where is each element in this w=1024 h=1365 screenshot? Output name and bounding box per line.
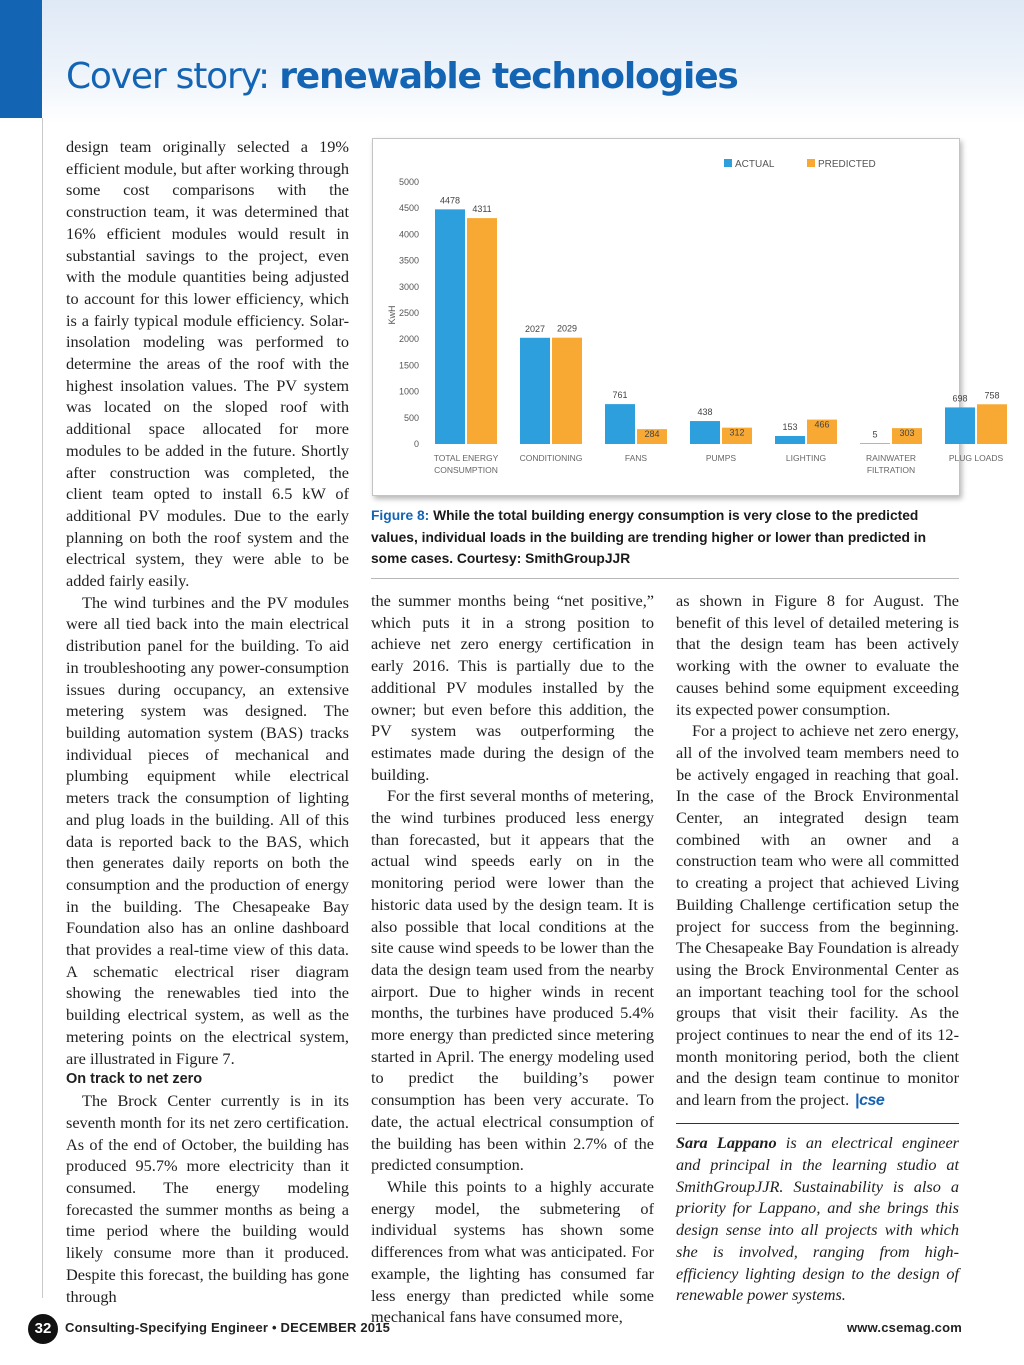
legend-label-predicted: PREDICTED [818,159,876,170]
bar-actual [520,338,550,444]
x-tick-label: FANS [624,453,648,463]
data-label-actual: 698 [952,393,968,404]
bar-actual [945,407,975,444]
end-mark-bar: | [855,1092,860,1110]
author-name: Sara Lappano [676,1133,777,1153]
bio-divider [676,1123,959,1125]
section-title-prefix: Cover story: [66,56,269,97]
data-label-predicted: 303 [899,428,915,439]
figure-label: Figure 8: [371,508,430,523]
cse-end-mark [855,1092,884,1109]
page-number: 32 [28,1314,58,1344]
data-label-actual: 5 [872,429,878,440]
bar-actual [605,404,635,444]
section-title [66,56,738,97]
y-tick-label: 2000 [398,334,419,345]
y-tick-label: 1500 [398,360,419,371]
paragraph: design team originally selected a 19% efficient module, but after working through some cost comparisons with the construction team, it was determined that 16% efficient modules would result in substantial savings to the project, even with the module quantities being adjusted to account for this lower efficiency, which is a fairly typical module efficiency. Solar-insolation modeling was performed to determine the areas of the roof with the highest insolation values. The PV system was located on the sloped roof with additional space allocated for more modules to be added in the future. Shortly after construction was completed, the client team opted to install 6.5 kW of additional PV modules. Due to the early planning on both the roof system and the electrical system, they were able to be added fairly easily. [66,137,349,591]
figure-caption-text: While the total building energy consumption is very close to the predicted values, individual loads in the building are trending higher or lower than predicted in some cases. Courtesy: SmithGroupJJR [371,508,927,566]
figure-8-chart [372,138,1004,496]
data-label-predicted: 758 [984,390,1000,401]
y-tick-label: 5000 [398,177,419,187]
left-margin-rule [42,118,43,1298]
data-label-predicted: 312 [729,427,745,438]
x-tick-label: CONSUMPTION [434,465,498,475]
text-column-2 [371,590,654,1328]
caption-divider [371,578,959,579]
paragraph: the summer months being “net positive,” which puts it in a strong position to achieve net zero energy certification in early 2016. This is partially due to the additional PV modules installed by the owner; but even before this addition, the PV system was outperforming the estimates made during the design of the building. [371,591,654,784]
y-tick-label: 4000 [398,229,419,240]
data-label-actual: 438 [697,407,713,418]
data-label-predicted: 2029 [556,323,578,334]
paragraph [676,720,959,1112]
section-title-topic: renewable technologies [279,56,738,97]
subheading: On track to net zero [66,1071,203,1088]
data-label-actual: 2027 [524,323,546,334]
x-tick-label: PUMPS [705,453,737,463]
bar-actual [775,436,805,444]
website-url: www.csemag.com [846,1320,962,1335]
paragraph: The wind turbines and the PV modules were all tied back into the main electrical distribution panel for the building. To aid in troubleshooting any power-consumption issues during occupancy, an extensive metering system was designed. The building automation system (BAS) tracks individual pieces of mechanical and plumbing equipment while electrical meters track the consumption of lighting and plug loads in the building. All of this data is reported back to the BAS, which then generates daily reports on both the consumption and the production of energy in the building. The Chesapeake Bay Foundation also has an online dashboard that provides a real-time view of this data. A schematic electrical riser diagram showing the renewables tied into the building electrical system, as well as the metering points on the electrical system, are illustrated in Figure 7. [66,592,349,1068]
text-column-1 [66,136,349,1307]
author-bio-text: is an electrical engineer and principal in the learning studio at SmithGroupJJR. Sustainability is also a priority for Lappano, and she brings this design sense into all projects with which she is involved, ranging from high-efficiency lighting design to the design of renewable power systems. [676,1133,960,1305]
author-bio [676,1132,959,1306]
x-tick-label: PLUG LOADS [948,453,1004,463]
paragraph: The Brock Center currently is in its seventh month for its net zero certification. As of the end of October, the building has produced 95.7% more electricity than it consumed. The energy modeling forecasted the summer months as being a time period where the building would likely consume more than it produced. Despite this forecast, the building has gone through [66,1091,349,1306]
data-label-predicted: 4311 [472,204,492,215]
bar-chart [373,139,1004,495]
bar-actual [690,421,720,444]
legend-swatch-actual [724,159,732,167]
y-tick-label: 3500 [398,255,419,266]
paragraph: For the first several months of metering, the wind turbines produced less energy than forecasted, but it appears that the actual wind speeds early on in the monitoring period were lower than the historic data used by the design team. It is also possible that local conditions at the site cause wind speeds to be lower than the data the design team used from the nearby airport. Due to higher winds in recent months, the turbines have produced 5.4% more energy than predicted since metering started in April. The energy modeling used to predict the building’s power consumption has been very accurate. To date, the actual electrical consumption of the building has been within 2.7% of the predicted consumption. [371,786,654,1175]
section-color-tab [0,0,42,118]
y-tick-label: 2500 [398,308,419,318]
x-tick-label: CONDITIONING [519,453,583,463]
y-tick-label: 500 [403,412,419,423]
x-tick-label: LIGHTING [785,453,827,463]
text-column-3 [676,590,959,1306]
bar-actual [860,443,890,444]
publication-line: Consulting-Specifying Engineer • DECEMBER 2015 [65,1320,391,1335]
y-tick-label: 1000 [398,386,419,397]
data-label-predicted: 466 [814,419,830,430]
end-mark-text: cse [859,1092,885,1110]
legend-swatch-predicted [807,159,815,167]
data-label-actual: 153 [782,421,798,432]
bar-predicted [552,338,582,444]
x-tick-label: TOTAL ENERGY [433,453,499,463]
bar-predicted [467,218,497,444]
x-tick-label: FILTRATION [866,465,916,475]
data-label-predicted: 284 [644,429,660,440]
figure-caption [371,505,959,570]
bar-predicted [977,404,1007,444]
paragraph-text: as shown in Figure 8 for August. The benefit of this level of detailed metering is that the design team has been actively working with the owner to evaluate the causes behind some equipment exceeding its expected power consumption. [676,591,959,719]
legend-label-actual: ACTUAL [735,159,775,170]
y-axis-label: KwH [387,305,397,325]
y-tick-label: 0 [413,439,419,449]
y-tick-label: 4500 [398,203,419,214]
page-footer [0,1314,1024,1344]
paragraph: While this points to a highly accurate energy model, the submetering of individual systems has shown some differences from what was anticipated. For example, the lighting has consumed far less energy than predicted while some mechanical fans have consumed more, [371,1176,654,1327]
data-label-actual: 761 [612,390,628,401]
x-tick-label: RAINWATER [865,453,917,463]
paragraph [676,590,959,720]
data-label-actual: 4478 [439,195,461,206]
paragraph-text: For a project to achieve net zero energy, all of the involved team members need to be actively engaged in reaching that goal. In the case of the Brock Environmental Center, an integrated design team combined with an owner and a construction team who were all committed to creating a project that achieved Living Building Challenge certification setup the project for success from the beginning. The Chesapeake Bay Foundation is already using the Brock Environmental Center as an important teaching tool for the school groups that visit their facility. As the project continues to near the end of its 12-month monitoring period, both the client and the design team continue to monitor and learn from the project. [676,721,959,1110]
y-tick-label: 3000 [398,281,419,292]
bar-actual [435,209,465,444]
